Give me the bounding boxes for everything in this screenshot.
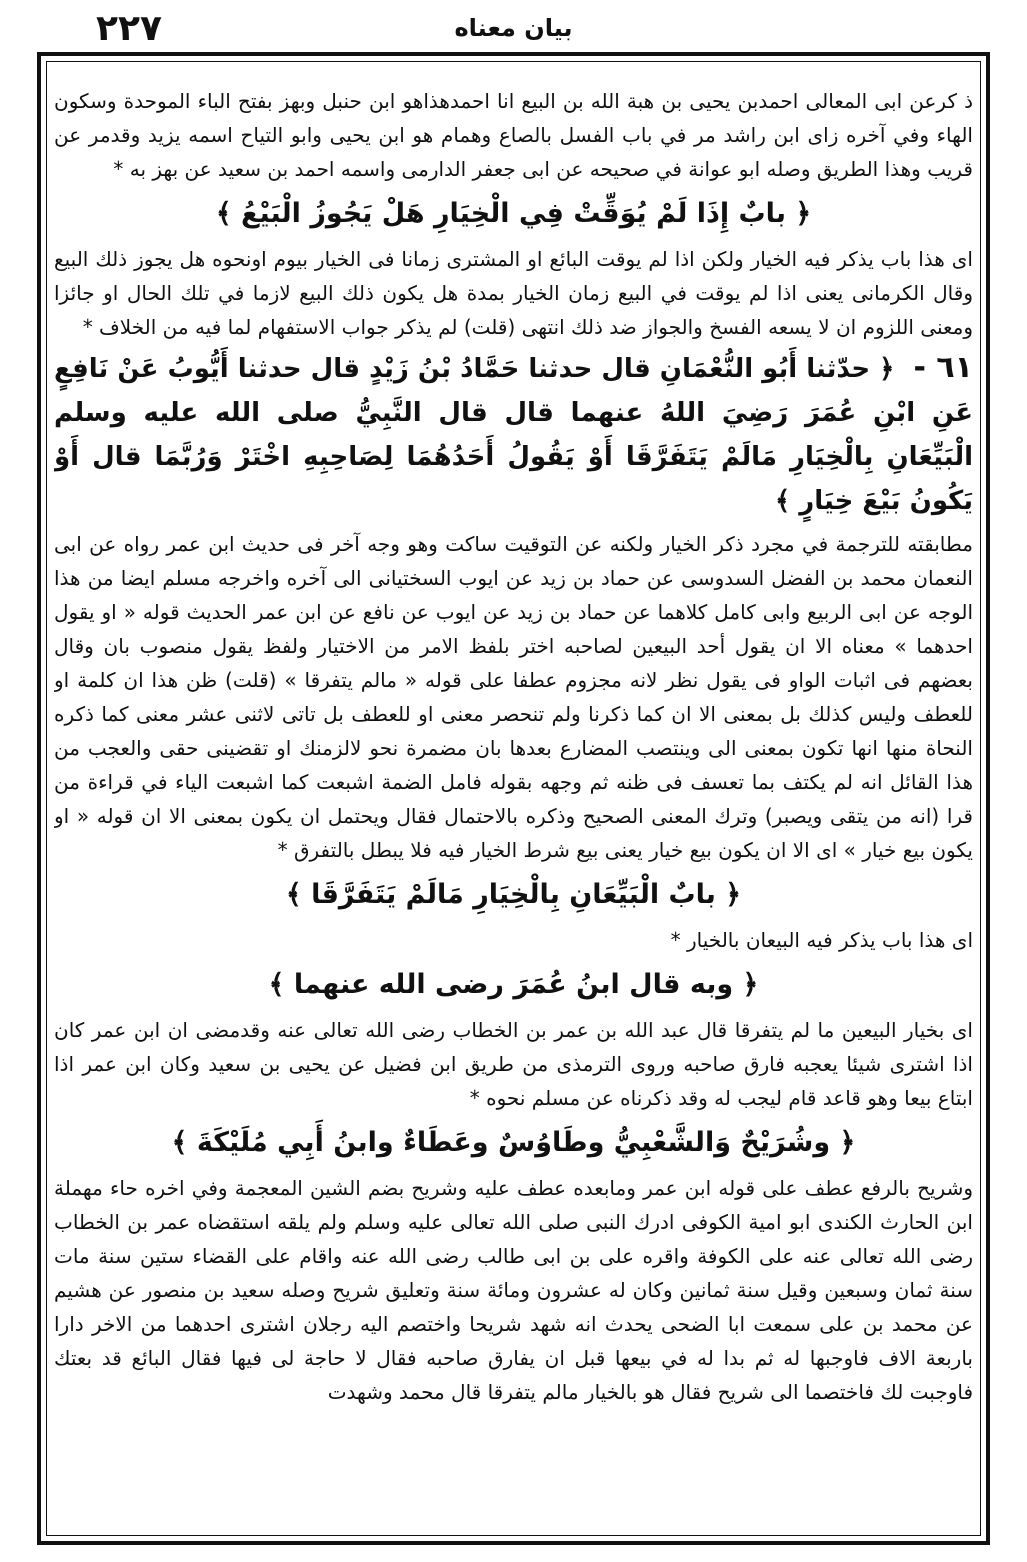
page-content	[54, 84, 973, 1528]
chapter-heading: ﴿ بابٌ الْبَيِّعَانِ بِالْخِيَارِ مَالَمْ يَتَفَرَّقَا ﴾	[285, 879, 742, 910]
chapter-heading: ﴿ بابٌ إِذَا لَمْ يُوَقِّتْ فِي الْخِيَارِ هَلْ يَجُوزُ الْبَيْعُ ﴾	[215, 198, 812, 229]
page-number: ٢٢٧	[96, 8, 162, 49]
hadith-body: ﴿ حدّثنا أَبُو النُّعْمَانِ قال حدثنا حَمَّادُ بْنُ زَيْدٍ قال حدثنا أَيُّوبُ عَنْ نَافِعٍ عَنِ ابْنِ عُمَرَ رَضِيَ اللهُ عنهما قال قال النَّبِيُّ صلى الله عليه وسلم الْبَيِّعَانِ بِالْخِيَارِ مَالَمْ يَتَفَرَّقَا أَوْ يَقُولُ أَحَدُهُمَا لِصَاحِبِهِ اخْتَرْ وَرُبَّمَا قال أَوْ يَكُونُ بَيْعَ خِيَارٍ ﴾	[54, 354, 973, 516]
hadith-number: ٦١ -	[913, 350, 973, 385]
running-title: بيان معناه	[454, 14, 573, 42]
running-head	[0, 0, 1027, 52]
commentary-paragraph: اى هذا باب يذكر فيه البيعان بالخيار *	[670, 928, 973, 952]
chapter-heading: ﴿ وبه قال ابنُ عُمَرَ رضى الله عنهما ﴾	[268, 969, 759, 1000]
commentary-paragraph: وشريح بالرفع عطف على قوله ابن عمر ومابعده عطف عليه وشريح بضم الشين المعجمة وفي اخره حاء مهملة ابن الحارث الكندى ابو امية الكوفى ادرك النبى صلى الله تعالى عليه وسلم ولم يلقه استقضاه عمر بن الخطاب رضى الله تعالى عنه على الكوفة واقره على بن ابى طالب رضى الله عنه واقام على القضاء ستين سنة مات سنة ثمان وسبعين وقيل سنة ثمانين وكان له عشرون ومائة سنة وتعليق شريح وصله سعيد بن منصور عن هشيم عن محمد بن على سمعت ابا الضحى يحدث انه شهد شريحا واختصم اليه رجلان اشترى احدهما من الاخر دارا باربعة الاف فاوجبها له ثم بدا له في بيعها قبل ان يفارق صاحبه فقال لا حاجة لى فيها فقال البائع قد بعتك فاوجبت لك فاختصما الى شريح فقال هو بالخيار مالم يتفرقا قال محمد وشهدت	[54, 1176, 973, 1404]
hadith-text	[54, 346, 973, 523]
commentary-paragraph: اى هذا باب يذكر فيه الخيار ولكن اذا لم يوقت البائع او المشترى زمانا فى الخيار بيوم اونحوه هل يجوز ذلك البيع وقال الكرمانى يعنى اذا لم يوقت في البيع زمان الخيار بمدة هل يكون ذلك البيع لازما في تلك الحال او جائزا ومعنى اللزوم ان لا يسعه الفسخ والجواز ضد ذلك انتهى (قلت) لم يذكر جواب الاستفهام لما فيه من الخلاف *	[54, 247, 973, 339]
chapter-heading: ﴿ وشُرَيْحٌ وَالشَّعْبِيُّ وطَاوُسٌ وعَطَاءٌ وابنُ أَبِي مُلَيْكَةَ ﴾	[171, 1127, 856, 1158]
commentary-paragraph: مطابقته للترجمة في مجرد ذكر الخيار ولكنه عن التوقيت ساكت وهو وجه آخر فى حديث ابن عمر رواه عن ابى النعمان محمد بن الفضل السدوسى عن حماد بن زيد عن ايوب السختيانى الى آخره واخرجه مسلم ايضا من هذا الوجه عن ابى الربيع وابى كامل كلاهما عن حماد بن زيد عن ايوب عن نافع عن ابن عمر الحديث قوله « او يقول احدهما » معناه الا ان يقول أحد البيعين لصاحبه اختر بلفظ الامر من الاختيار ولفظ يقول منصوب بان وقال بعضهم فى اثبات الواو فى يقول نظر لانه مجزوم عطفا على قوله « مالم يتفرقا » (قلت) ظن هذا ان كلمة او للعطف وليس كذلك بل بمعنى الا ان كما ذكرنا ولم تنحصر معنى او للعطف بل تاتى لاثنى عشر معنى كما ذكره النحاة منها انها تكون بمعنى الى وينتصب المضارع بعدها بان مضمرة نحو لالزمنك او تقضينى حقى والعجب من هذا القائل انه لم يكتف بما تعسف فى ظنه ثم وجهه بقوله فامل الضمة اشبعت كما اشبعت الياء في قراءة من قرا (انه من يتقى ويصبر) وترك المعنى الصحيح وذكره بالاحتمال فقال ويحتمل ان يكون بمعنى الا ان قوله « او يكون بيع خيار » اى الا ان يكون بيع خيار يعنى بيع شرط الخيار فيه فلا يبطل بالتفرق *	[54, 532, 973, 862]
commentary-paragraph: ذ كرعن ابى المعالى احمدبن يحيى بن هبة الله بن البيع انا احمدهذاهو ابن حنبل وبهز بفتح الباء الموحدة وسكون الهاء وفي آخره زاى ابن راشد مر في باب الفسل بالصاع وهمام هو ابن يحيى وابو التياح اسمه يزيد وقدمر عن قريب وهذا الطريق وصله ابو عوانة في صحيحه عن ابى جعفر الدارمى واسمه احمد بن سعيد عن بهز به *	[54, 89, 973, 181]
commentary-paragraph: اى بخيار البيعين ما لم يتفرقا قال عبد الله بن عمر بن الخطاب رضى الله تعالى عنه وقدمضى ان ابن عمر كان اذا اشترى شيئا يعجبه فارق صاحبه وروى الترمذى من طريق ابن فضيل عن يحيى بن سعيد وكان ابن عمر اذا ابتاع بيعا وهو قاعد قام ليجب له وقد ذكرناه عن مسلم نحوه *	[54, 1018, 973, 1110]
